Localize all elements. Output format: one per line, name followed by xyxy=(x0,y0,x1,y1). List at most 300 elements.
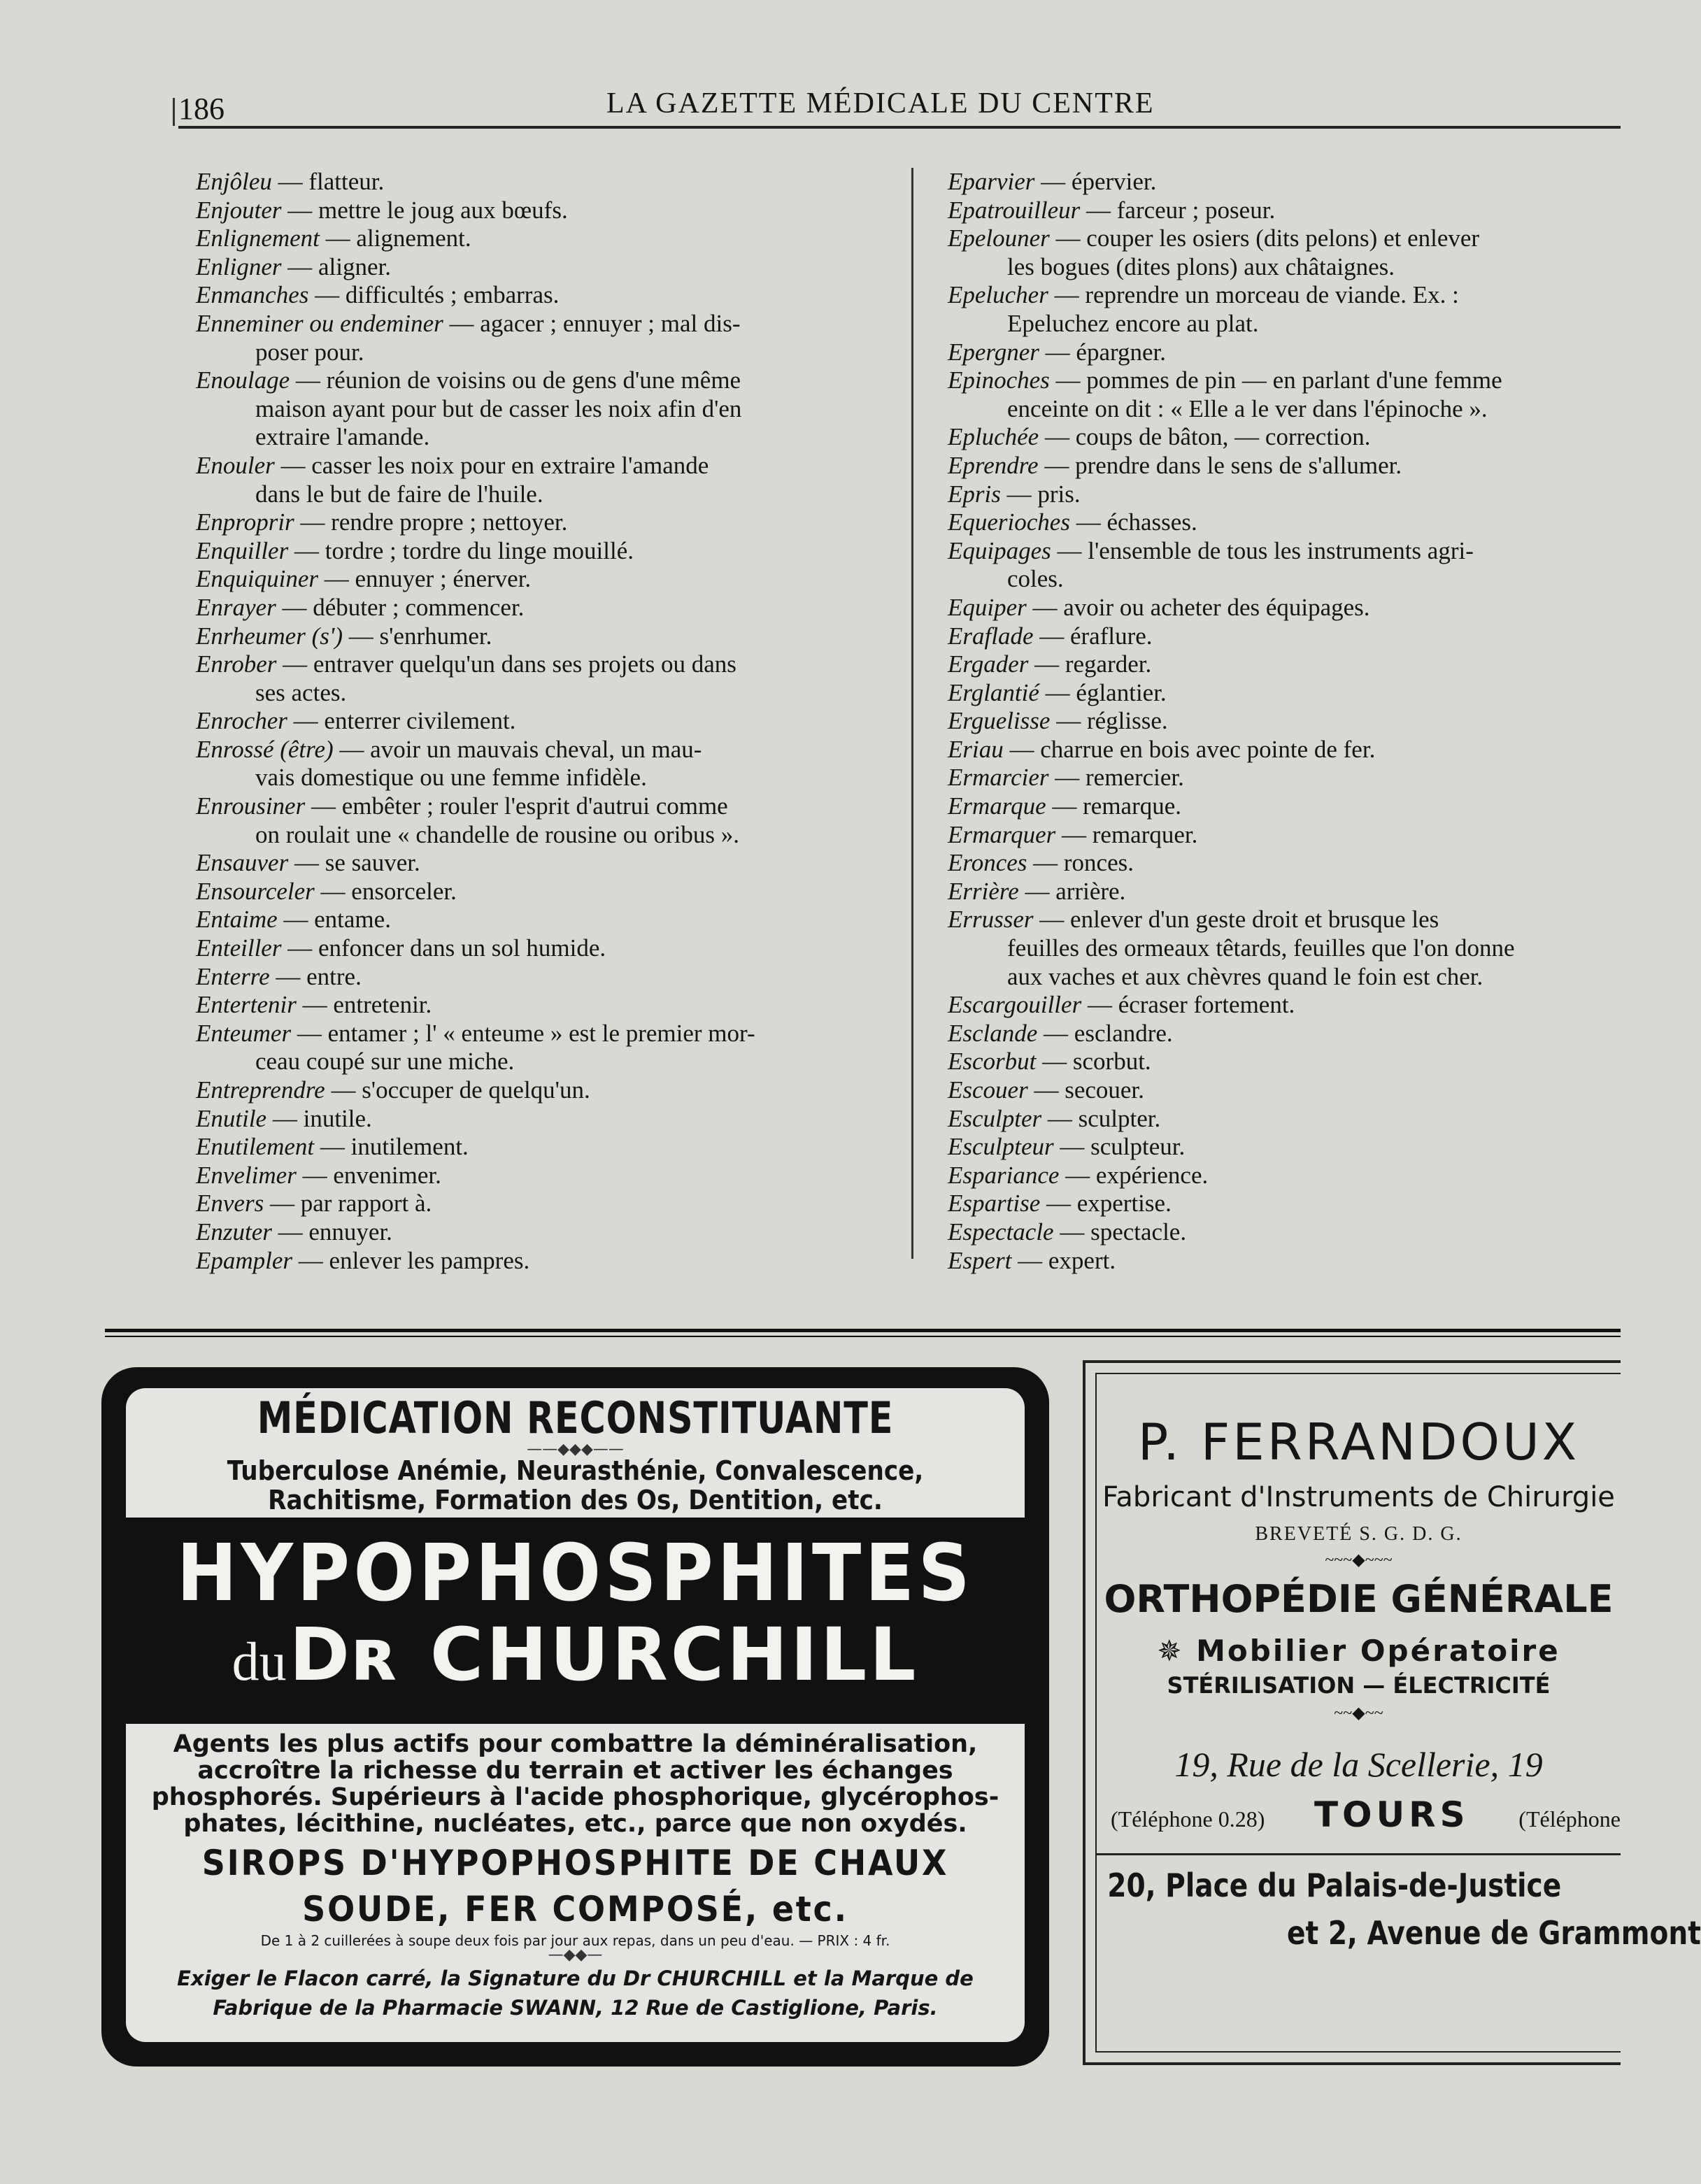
glossary-term: Enoulage xyxy=(196,366,290,394)
glossary-entry xyxy=(196,650,888,679)
glossary-entry xyxy=(196,168,888,197)
glossary-entry xyxy=(196,849,888,878)
glossary-definition: secouer. xyxy=(1065,1076,1144,1104)
header-rule xyxy=(178,126,1621,129)
glossary-entry xyxy=(196,197,888,225)
advert-diseases-line-2: Rachitisme, Formation des Os, Dentition, etc. xyxy=(268,1485,883,1515)
glossary-entry xyxy=(196,878,888,906)
glossary-term: Eraflade xyxy=(948,622,1034,650)
glossary-entry xyxy=(196,281,888,310)
em-dash: — xyxy=(294,849,319,877)
em-dash: — xyxy=(1054,281,1079,309)
glossary-entry xyxy=(948,1190,1619,1218)
glossary-definition: sculpteur. xyxy=(1090,1133,1186,1161)
glossary-continuation: coles. xyxy=(1007,565,1064,593)
em-dash: — xyxy=(1055,764,1080,792)
glossary-term: Enrocher xyxy=(196,707,287,735)
advert-dosage: De 1 à 2 cuillerées à soupe deux fois par jour aux repas, dans un peu d'eau. — PRIX : 4 fr. xyxy=(260,1932,890,1949)
glossary-term: Escargouiller xyxy=(948,991,1082,1019)
glossary-entry xyxy=(196,821,888,850)
glossary-term: Enrayer xyxy=(196,593,276,621)
glossary-term: Enutile xyxy=(196,1104,267,1132)
glossary-definition: ennuyer. xyxy=(308,1218,392,1246)
glossary-term: Enutilement xyxy=(196,1133,315,1161)
glossary-entry xyxy=(196,906,888,934)
glossary-entry xyxy=(948,792,1619,821)
glossary-entry xyxy=(196,1190,888,1218)
ornament-icon: ~~◆~~ xyxy=(1334,1704,1383,1722)
advert-sirops-line-1: SIROPS D'HYPOPHOSPHITE DE CHAUX xyxy=(201,1843,949,1883)
glossary-definition: l'ensemble de tous les instruments agri- xyxy=(1088,536,1474,564)
glossary-entry xyxy=(196,792,888,821)
em-dash: — xyxy=(449,309,474,337)
glossary-definition: entretenir. xyxy=(333,991,432,1019)
glossary-definition: envenimer. xyxy=(333,1161,441,1189)
glossary-term: Envers xyxy=(196,1190,264,1218)
glossary-definition: avoir ou acheter des équipages. xyxy=(1063,593,1370,621)
advert-inner-frame xyxy=(1095,1373,1701,2053)
advert-hypophosphites xyxy=(101,1367,1049,2067)
glossary-definition: s'occuper de quelqu'un. xyxy=(362,1076,590,1104)
glossary-definition: ennuyer ; énerver. xyxy=(355,565,532,593)
advert-brand-du: du xyxy=(232,1631,287,1692)
glossary-entry xyxy=(196,622,888,651)
glossary-term: Enquiller xyxy=(196,536,289,564)
em-dash: — xyxy=(278,1218,303,1246)
glossary-term: Ermarque xyxy=(948,792,1046,820)
em-dash: — xyxy=(1025,877,1050,905)
glossary-term: Enproprir xyxy=(196,508,294,536)
advert-sirops-line-2: SOUDE, FER COMPOSÉ, etc. xyxy=(302,1889,848,1929)
glossary-term: Ermarcier xyxy=(948,764,1049,792)
glossary-term: Erguelisse xyxy=(948,707,1051,735)
glossary-term: Enlignement xyxy=(196,224,320,252)
em-dash: — xyxy=(1045,338,1070,366)
em-dash: — xyxy=(276,962,301,990)
glossary-entry xyxy=(196,764,888,792)
glossary-term: Epluchée xyxy=(948,423,1039,451)
em-dash: — xyxy=(272,1104,297,1132)
glossary-continuation: les bogues (dites plons) aux châtaignes. xyxy=(1007,252,1395,280)
glossary-entry xyxy=(196,366,888,395)
em-dash: — xyxy=(1086,196,1111,224)
glossary-continuation: ceau coupé sur une miche. xyxy=(255,1048,515,1076)
glossary-entry xyxy=(948,310,1619,338)
glossary-entry xyxy=(196,537,888,566)
glossary-definition: églantier. xyxy=(1076,678,1167,706)
glossary-continuation: aux vaches et aux chèvres quand le foin est cher. xyxy=(1007,962,1483,990)
em-dash: — xyxy=(1009,735,1034,763)
glossary-term: Espert xyxy=(948,1246,1012,1274)
glossary-entry xyxy=(948,963,1619,992)
glossary-definition: prendre dans le sens de s'allumer. xyxy=(1075,451,1402,479)
glossary-definition: remercier. xyxy=(1086,764,1184,792)
advert-address: 19, Rue de la Scellerie, 19 xyxy=(1174,1745,1543,1784)
em-dash: — xyxy=(1046,1190,1071,1218)
glossary-entry xyxy=(948,395,1619,424)
advert-brand-name: HYPOPHOSPHITES xyxy=(176,1528,974,1619)
glossary-entry xyxy=(196,1048,888,1076)
glossary-definition: esclandre. xyxy=(1074,1019,1173,1047)
glossary-term: Espartise xyxy=(948,1190,1041,1218)
glossary-definition: couper les osiers (dits pelons) et enlever xyxy=(1086,224,1480,252)
em-dash: — xyxy=(1018,1246,1043,1274)
glossary-definition: rendre propre ; nettoyer. xyxy=(331,508,568,536)
glossary-entry xyxy=(948,1105,1619,1134)
em-dash: — xyxy=(320,1133,345,1161)
glossary-continuation: feuilles des ormeaux têtards, feuilles que l'on donne xyxy=(1007,934,1515,962)
glossary-definition: pommes de pin — en parlant d'une femme xyxy=(1086,366,1502,394)
em-dash: — xyxy=(1052,792,1077,820)
glossary-definition: charrue en bois avec pointe de fer. xyxy=(1040,735,1376,763)
glossary-term: Enrober xyxy=(196,650,277,678)
glossary-entry xyxy=(196,1105,888,1134)
glossary-continuation: poser pour. xyxy=(255,338,364,366)
glossary-entry xyxy=(948,878,1619,906)
glossary-definition: tordre ; tordre du linge mouillé. xyxy=(325,536,634,564)
glossary-term: Epinoches xyxy=(948,366,1050,394)
em-dash: — xyxy=(1034,1076,1059,1104)
page-header xyxy=(178,83,1621,131)
glossary-term: Enrousiner xyxy=(196,792,306,820)
em-dash: — xyxy=(331,1076,356,1104)
glossary-entry xyxy=(948,366,1619,395)
advert-paragraph xyxy=(147,1731,1004,1837)
em-dash: — xyxy=(324,565,349,593)
em-dash: — xyxy=(1062,820,1087,848)
glossary-entry xyxy=(196,594,888,622)
em-dash: — xyxy=(287,196,313,224)
glossary-continuation: maison ayant pour but de casser les noix afin d'en xyxy=(255,394,742,422)
glossary-entry xyxy=(196,565,888,594)
glossary-term: Errière xyxy=(948,877,1019,905)
advert-paragraph-line: phosphorés. Supérieurs à l'acide phosphorique, glycérophos- xyxy=(151,1783,999,1811)
glossary-term: Ensourceler xyxy=(196,877,315,905)
glossary-entry xyxy=(948,849,1619,878)
em-dash: — xyxy=(315,281,340,309)
em-dash: — xyxy=(1047,1104,1072,1132)
glossary-entry xyxy=(948,423,1619,452)
glossary-definition: agacer ; ennuyer ; mal dis- xyxy=(480,309,741,337)
glossary-term: Epelouner xyxy=(948,224,1050,252)
em-dash: — xyxy=(295,366,320,394)
glossary-entry xyxy=(196,1020,888,1048)
advert-top-panel xyxy=(126,1388,1025,1518)
glossary-definition: difficultés ; embarras. xyxy=(345,281,560,309)
glossary-definition: sculpter. xyxy=(1078,1104,1161,1132)
glossary-term: Esculpter xyxy=(948,1104,1042,1132)
glossary-entry xyxy=(948,1020,1619,1048)
glossary-entry xyxy=(196,480,888,509)
glossary-definition: aligner. xyxy=(318,252,391,280)
glossary-term: Equipages xyxy=(948,536,1051,564)
glossary-entry xyxy=(196,1247,888,1276)
glossary-term: Enrossé (être) xyxy=(196,735,334,763)
glossary-entry xyxy=(948,565,1619,594)
glossary-entry xyxy=(948,1048,1619,1076)
advert-exiger-line-2: Fabrique de la Pharmacie SWANN, 12 Rue de Castiglione, Paris. xyxy=(213,1996,938,2020)
glossary-entry xyxy=(948,821,1619,850)
glossary-column-left xyxy=(196,168,888,1275)
glossary-term: Entaime xyxy=(196,906,278,934)
glossary-definition: enlever d'un geste droit et brusque les xyxy=(1070,906,1439,934)
glossary-definition: ronces. xyxy=(1063,849,1134,877)
em-dash: — xyxy=(287,934,313,962)
glossary-definition: échasses. xyxy=(1106,508,1197,536)
glossary-entry xyxy=(948,253,1619,282)
ornament-icon: —◆◆— xyxy=(548,1946,603,1964)
em-dash: — xyxy=(1041,168,1066,195)
em-dash: — xyxy=(1042,1048,1067,1076)
glossary-term: Esculpteur xyxy=(948,1133,1054,1161)
em-dash: — xyxy=(1039,622,1065,650)
glossary-entry xyxy=(948,622,1619,651)
glossary-term: Enzuter xyxy=(196,1218,272,1246)
em-dash: — xyxy=(278,168,303,195)
em-dash: — xyxy=(1006,480,1032,508)
em-dash: — xyxy=(1060,1133,1085,1161)
glossary-entry xyxy=(196,253,888,282)
glossary-entry xyxy=(948,480,1619,509)
em-dash: — xyxy=(302,991,327,1019)
glossary-term: Epelucher xyxy=(948,281,1048,309)
glossary-definition: entamer ; l' « enteume » est le premier mor- xyxy=(327,1019,755,1047)
glossary-entry xyxy=(948,707,1619,736)
glossary-entry xyxy=(948,679,1619,708)
glossary-entry xyxy=(196,1162,888,1190)
glossary-definition: entre. xyxy=(306,962,362,990)
page-number-rule xyxy=(173,98,175,126)
advert-separator-rule-thin xyxy=(105,1336,1621,1337)
ornament-icon: ~~~◆~~~ xyxy=(1325,1551,1393,1569)
glossary-entry xyxy=(196,707,888,736)
glossary-term: Enjouter xyxy=(196,196,282,224)
advert-exiger-line-1: Exiger le Flacon carré, la Signature du Dr CHURCHILL et la Marque de xyxy=(177,1967,974,1990)
glossary-definition: débuter ; commencer. xyxy=(313,593,525,621)
advert-place: 20, Place du Palais-de-Justice xyxy=(1107,1867,1562,1904)
glossary-entry xyxy=(196,963,888,992)
glossary-continuation: Epeluchez encore au plat. xyxy=(1007,309,1259,337)
advert-sterilisation: STÉRILISATION — ÉLECTRICITÉ xyxy=(1167,1672,1551,1699)
glossary-term: Erglantié xyxy=(948,678,1039,706)
glossary-term: Epris xyxy=(948,480,1001,508)
em-dash: — xyxy=(325,224,350,252)
glossary-term: Equiper xyxy=(948,593,1027,621)
glossary-term: Enligner xyxy=(196,252,282,280)
glossary-term: Esclande xyxy=(948,1019,1038,1047)
glossary-definition: embêter ; rouler l'esprit d'autrui comme xyxy=(341,792,728,820)
em-dash: — xyxy=(311,792,336,820)
glossary-term: Eriau xyxy=(948,735,1004,763)
glossary-term: Epergner xyxy=(948,338,1039,366)
advert-mobilier-text: Mobilier Opératoire xyxy=(1196,1634,1560,1668)
glossary-definition: expertise. xyxy=(1076,1190,1172,1218)
glossary-entry xyxy=(948,1162,1619,1190)
glossary-definition: inutilement. xyxy=(350,1133,469,1161)
glossary-definition: éraflure. xyxy=(1069,622,1153,650)
glossary-entry xyxy=(196,224,888,253)
glossary-term: Escorbut xyxy=(948,1048,1037,1076)
glossary-entry xyxy=(948,650,1619,679)
glossary-term: Enmanches xyxy=(196,281,309,309)
glossary-continuation: ses actes. xyxy=(255,678,347,706)
glossary-definition: entraver quelqu'un dans ses projets ou dans xyxy=(313,650,736,678)
glossary-term: Enneminer ou endeminer xyxy=(196,309,443,337)
glossary-term: Ermarquer xyxy=(948,820,1056,848)
glossary-entry xyxy=(948,1076,1619,1105)
glossary-continuation: vais domestique ou une femme infidèle. xyxy=(255,764,647,792)
page-number: 186 xyxy=(178,92,225,126)
em-dash: — xyxy=(287,252,313,280)
advert-telephone-row xyxy=(1097,1794,1621,1835)
glossary-term: Ergader xyxy=(948,650,1029,678)
glossary-entry xyxy=(948,736,1619,764)
glossary-entry xyxy=(196,508,888,537)
glossary-definition: remarquer. xyxy=(1092,820,1198,848)
glossary-continuation: on roulait une « chandelle de rousine ou oribus ». xyxy=(255,820,740,848)
glossary-term: Entreprendre xyxy=(196,1076,325,1104)
glossary-entry xyxy=(196,991,888,1020)
glossary-definition: arrière. xyxy=(1055,877,1126,905)
glossary-term: Epampler xyxy=(196,1246,293,1274)
em-dash: — xyxy=(1055,224,1081,252)
glossary-definition: avoir un mauvais cheval, un mau- xyxy=(370,735,702,763)
glossary-definition: mettre le joug aux bœufs. xyxy=(318,196,568,224)
em-dash: — xyxy=(1056,707,1081,735)
glossary-entry xyxy=(196,679,888,708)
glossary-entry xyxy=(196,1076,888,1105)
glossary-entry xyxy=(948,1133,1619,1162)
glossary-definition: entame. xyxy=(314,906,391,934)
glossary-term: Epatrouilleur xyxy=(948,196,1081,224)
em-dash: — xyxy=(302,1161,327,1189)
glossary-entry xyxy=(196,1218,888,1247)
glossary-entry xyxy=(948,594,1619,622)
em-dash: — xyxy=(1060,1218,1085,1246)
em-dash: — xyxy=(1087,991,1112,1019)
glossary-definition: épervier. xyxy=(1071,168,1157,195)
em-dash: — xyxy=(282,593,307,621)
glossary-entry xyxy=(948,1218,1619,1247)
em-dash: — xyxy=(283,906,308,934)
glossary-term: Entertenir xyxy=(196,991,297,1019)
em-dash: — xyxy=(293,707,318,735)
glossary-term: Enouler xyxy=(196,451,275,479)
glossary-entry xyxy=(948,1247,1619,1276)
advert-telephone-2: (Téléphone xyxy=(1518,1806,1621,1832)
glossary-definition: scorbut. xyxy=(1072,1048,1151,1076)
em-dash: — xyxy=(1033,849,1058,877)
em-dash: — xyxy=(320,877,346,905)
glossary-term: Enterre xyxy=(196,962,270,990)
glossary-term: Eparvier xyxy=(948,168,1035,195)
glossary-term: Enteumer xyxy=(196,1019,292,1047)
advert-diseases-line-1: Tuberculose Anémie, Neurasthénie, Convalescence, xyxy=(227,1455,924,1486)
advert-title: MÉDICATION RECONSTITUANTE xyxy=(257,1392,894,1443)
glossary-term: Espectacle xyxy=(948,1218,1054,1246)
advert-separator-rule xyxy=(105,1329,1621,1332)
glossary-definition: enlever les pampres. xyxy=(329,1246,530,1274)
glossary-entry xyxy=(196,452,888,480)
glossary-entry xyxy=(196,338,888,367)
glossary-entry xyxy=(948,224,1619,253)
advert-subtitle: Fabricant d'Instruments de Chirurgie xyxy=(1102,1481,1615,1513)
glossary-entry xyxy=(948,508,1619,537)
em-dash: — xyxy=(294,536,319,564)
glossary-entry xyxy=(948,764,1619,792)
em-dash: — xyxy=(297,1019,322,1047)
glossary-definition: coups de bâton, — correction. xyxy=(1075,423,1371,451)
glossary-term: Eronces xyxy=(948,849,1027,877)
glossary-column-right xyxy=(948,168,1619,1275)
glossary-entry xyxy=(948,338,1619,367)
glossary-definition: alignement. xyxy=(356,224,471,252)
glossary-term: Enquiquiner xyxy=(196,565,318,593)
glossary-entry xyxy=(196,423,888,452)
glossary-definition: enterrer civilement. xyxy=(324,707,516,735)
glossary-definition: ensorceler. xyxy=(351,877,457,905)
glossary-entry xyxy=(948,281,1619,310)
glossary-term: Errusser xyxy=(948,906,1034,934)
advert-telephone-1: (Téléphone 0.28) xyxy=(1111,1806,1265,1832)
glossary-term: Enrheumer (s') xyxy=(196,622,343,650)
glossary-definition: regarder. xyxy=(1065,650,1152,678)
glossary-definition: s'enrhumer. xyxy=(379,622,492,650)
glossary-entry xyxy=(948,934,1619,963)
em-dash: — xyxy=(1044,423,1069,451)
em-dash: — xyxy=(1045,678,1070,706)
advert-mobilier xyxy=(1097,1634,1621,1668)
advert-avenue: et 2, Avenue de Grammont xyxy=(1287,1914,1701,1952)
em-dash: — xyxy=(1034,650,1060,678)
em-dash: — xyxy=(339,735,364,763)
column-divider xyxy=(911,168,913,1259)
glossary-definition: inutile. xyxy=(303,1104,372,1132)
glossary-definition: pris. xyxy=(1037,480,1081,508)
glossary-entry xyxy=(196,395,888,424)
advert-brand-doctor xyxy=(101,1612,1049,1697)
em-dash: — xyxy=(1065,1161,1090,1189)
ornament-icon: ——◆◆◆—— xyxy=(527,1441,624,1458)
glossary-definition: enfoncer dans un sol humide. xyxy=(318,934,606,962)
em-dash: — xyxy=(269,1190,294,1218)
advert-paragraph-line: Agents les plus actifs pour combattre la déminéralisation, xyxy=(173,1730,978,1758)
advert-paragraph-line: phates, lécithine, nucléates, etc., parce que non oxydés. xyxy=(183,1810,967,1838)
glossary-continuation: enceinte on dit : « Elle a le ver dans l'épinoche ». xyxy=(1007,394,1488,422)
glossary-entry xyxy=(948,991,1619,1020)
em-dash: — xyxy=(1057,536,1082,564)
glossary-definition: farceur ; poseur. xyxy=(1116,196,1276,224)
glossary-term: Espariance xyxy=(948,1161,1060,1189)
glossary-entry xyxy=(948,197,1619,225)
glossary-entry xyxy=(196,310,888,338)
advert-bottom-panel xyxy=(126,1724,1025,2042)
glossary-definition: spectacle. xyxy=(1090,1218,1187,1246)
glossary-continuation: dans le but de faire de l'huile. xyxy=(255,480,543,508)
glossary-definition: réunion de voisins ou de gens d'une même xyxy=(326,366,741,394)
em-dash: — xyxy=(280,451,306,479)
glossary-term: Escouer xyxy=(948,1076,1028,1104)
glossary-entry xyxy=(948,452,1619,480)
em-dash: — xyxy=(300,508,325,536)
advert-brevete: BREVETÉ S. G. D. G. xyxy=(1255,1523,1462,1545)
em-dash: — xyxy=(1076,508,1101,536)
em-dash: — xyxy=(298,1246,323,1274)
glossary-definition: casser les noix pour en extraire l'amande xyxy=(311,451,709,479)
glossary-definition: réglisse. xyxy=(1086,707,1168,735)
glossary-definition: écraser fortement. xyxy=(1118,991,1295,1019)
advert-orthopedie: ORTHOPÉDIE GÉNÉRALE xyxy=(1104,1577,1614,1621)
